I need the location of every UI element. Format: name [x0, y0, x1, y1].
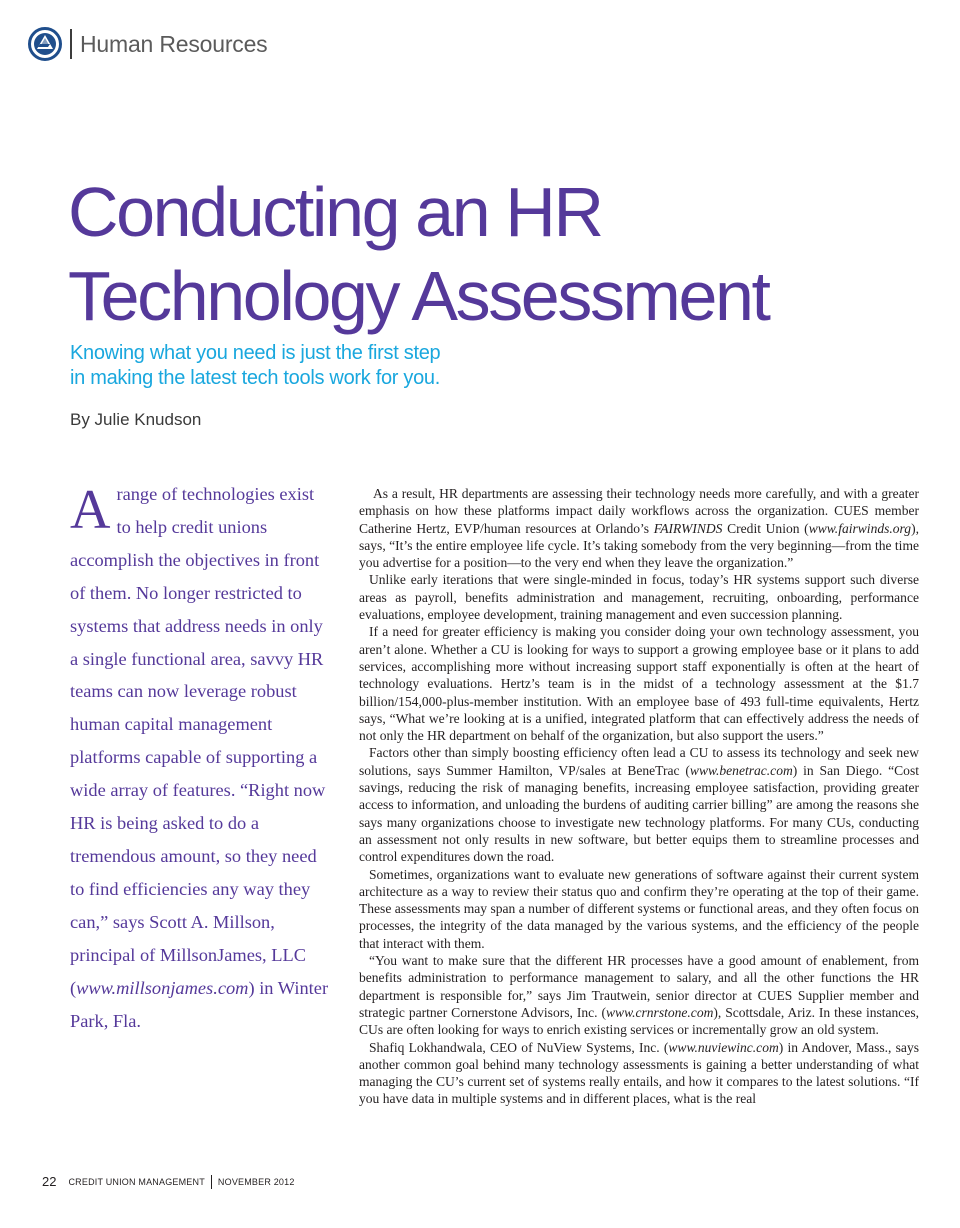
section-label: Human Resources	[80, 30, 268, 57]
body-text: Unlike early iterations that were single-minded in focus, today’s HR systems support such diverse areas as payroll, benefits administration and management, recruiting, onboarding, performance evaluations, employee development, training management and even succession planning.	[359, 572, 919, 623]
page-header	[28, 26, 267, 62]
body-text: If a need for greater efficiency is making you consider doing your own technology assessment, you aren’t alone. Whether a CU is looking for ways to support a growing employee base or it plans to add services, accomplishing more without increasing support staff exponentially is often at the heart of technology evaluations. Hertz’s team is in the midst of a technology assessment at the $1.7 billion/154,000-plus-member institution. With an employee base of 493 full-time equivalents, Hertz says, “What we’re looking at is a unified, integrated platform that can effectively address the needs of not only the HR department on behalf of the organization, but also support the users.”	[359, 624, 919, 744]
article-title-line-2: Technology Assessment	[68, 257, 769, 335]
body-paragraph	[359, 744, 919, 865]
intro-paragraph	[70, 478, 332, 1037]
body-link[interactable]: www.crnrstone.com	[606, 1004, 714, 1020]
body-text: Credit Union (	[722, 520, 809, 536]
body-text: Sometimes, organizations want to evaluate new generations of software against their current system architecture as a way to review their status quo and confirm they’re operating at the top of their game. These assessments may span a number of different systems or functional areas, and they often focus on processes, the integrity of the data managed by the various systems, and the efficiency of the people that interact with them.	[359, 866, 919, 951]
page-number: 22	[42, 1174, 57, 1189]
intro-text: range of technologies exist to help credit unions accomplish the objectives in front of them. No longer restricted to systems that address needs in only a single functional area, savvy HR teams can now leverage robust human capital management platforms capable of supporting a wide array of features. “Right now HR is being asked to do a tremendous amount, so they need to find efficiencies any way they can,” says Scott A. Millson, principal of MillsonJames, LLC (	[70, 484, 326, 998]
body-italic: FAIRWINDS	[653, 520, 723, 536]
article-subtitle-line-1: Knowing what you need is just the first step	[70, 342, 441, 364]
body-paragraph	[359, 1039, 919, 1108]
body-text: As a result, HR departments are assessing their technology needs more carefully, and with a greater emphasis on how these platforms impact daily workflows across the organization. CUES member Catherine Hertz, EVP/human resources at Orlando’s	[359, 486, 919, 536]
body-paragraph	[359, 952, 919, 1038]
issue-date: NOVEMBER 2012	[217, 1176, 295, 1187]
drop-cap: A	[70, 479, 111, 541]
publication-name: CREDIT UNION MANAGEMENT	[68, 1176, 205, 1187]
body-text: ) in San Diego. “Cost savings, reducing the risk of managing benefits, increasing employee satisfaction, providing greater access to information, and unloading the burdens of auditing carrier billing” are among the reasons she says many organizations choose to investigate new technology platforms. For many CUs, conducting an assessment not only results in new software, but better equips them to streamline processes and control expenditures down the road.	[359, 762, 919, 865]
body-text: ) in Andover, Mass., says another common goal behind many technology assessments is gaining a better understanding of what managing the CU’s current set of systems really entails, and how it compares to the latest solutions. “If you have data in multiple systems and in different places, what is the real	[359, 1039, 919, 1107]
body-paragraph	[359, 571, 919, 623]
body-text: Factors other than simply boosting efficiency often lead a CU to assess its technology and seek new solutions, says Summer Hamilton, VP/sales at BeneTrac (	[359, 745, 919, 778]
article-body	[359, 485, 919, 1108]
header-divider	[70, 29, 72, 59]
page-footer	[42, 1174, 295, 1189]
body-link[interactable]: www.nuviewinc.com	[668, 1039, 779, 1055]
intro-link[interactable]: www.millsonjames.com	[76, 977, 249, 998]
body-text: ), says, “It’s the entire employee life cycle. It’s taking somebody from the very beginning—from the time you advertise for a position—to the very end when they leave the organization.”	[359, 520, 919, 571]
article-title-line-1: Conducting an HR	[68, 173, 602, 251]
body-text: ), Scottsdale, Ariz. In these instances, CUs are often looking for ways to enrich existing services or incrementally grow an old system.	[359, 1004, 919, 1038]
byline: By Julie Knudson	[70, 410, 202, 429]
article-title	[68, 170, 928, 338]
body-link[interactable]: www.fairwinds.org	[808, 520, 912, 536]
body-paragraph	[359, 485, 919, 571]
footer-divider	[211, 1175, 212, 1189]
cues-logo-icon	[28, 27, 62, 61]
body-link[interactable]: www.benetrac.com	[689, 762, 793, 778]
intro-text-end: ) in Winter Park, Fla.	[70, 977, 329, 1031]
body-paragraph	[359, 866, 919, 952]
body-text: “You want to make sure that the different HR processes have a good amount of enablement, from benefits administration to performance management to salary, and all the other functions the HR department is responsible for,” says Jim Trautwein, senior director at CUES Supplier member and strategic partner Cornerstone Advisors, Inc. (	[359, 953, 919, 1020]
article-subtitle	[70, 341, 630, 391]
article-subtitle-line-2: in making the latest tech tools work for you.	[70, 367, 441, 389]
body-text: Shafiq Lokhandwala, CEO of NuView Systems, Inc. (	[369, 1039, 669, 1055]
body-paragraph	[359, 623, 919, 744]
